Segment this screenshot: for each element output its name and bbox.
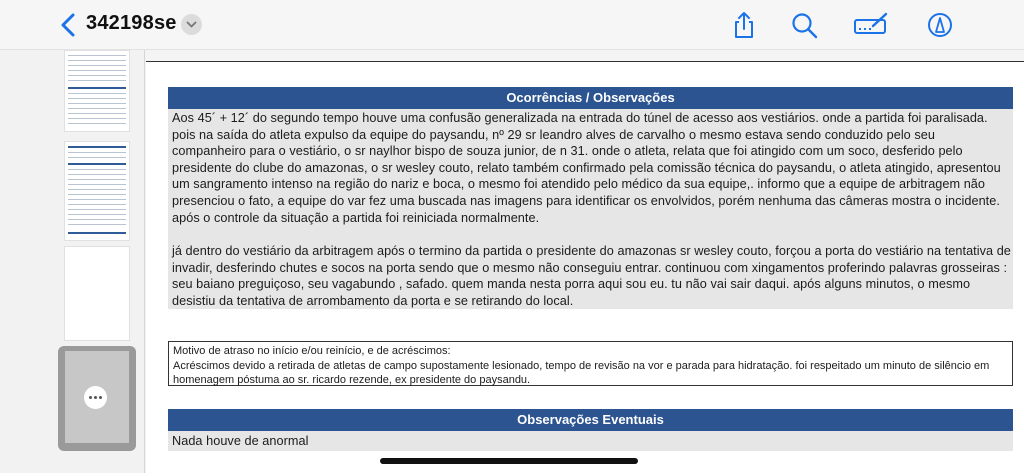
eventual-observations-box: [168, 431, 1013, 451]
markup-icon: [853, 10, 889, 40]
chevron-down-icon: [181, 14, 202, 35]
eventual-observations-heading: Observações Eventuais: [168, 409, 1013, 431]
home-indicator[interactable]: [380, 458, 638, 464]
delay-reason-text: Acréscimos devido a retirada de atletas de campo supostamente lesionado, tempo de revisão na vor e parada para hidratação. foi respeitado um minuto de silêncio em homenagem póstuma ao sr. ricardo rezende, ex presidente do paysandu.: [173, 359, 990, 386]
thumbnail-sidebar: [0, 50, 145, 473]
page-thumbnail[interactable]: [64, 50, 130, 132]
navigation-icon: [925, 10, 955, 40]
eventual-observations-text: Nada houve de anormal: [172, 434, 309, 448]
document-page: [146, 61, 1024, 473]
occurrences-paragraph-2: já dentro do vestiário da arbitragem após o termino da partida o presidente do amazonas sr wesley couto, forçou a porta do vestiário na tentativa de invadir, desferindo chutes e socos na porta sendo que o mesmo não conseguiu entrar. continuou com xingamentos proferindo palavras grosseiras : seu baiano preguiçoso, seu vagabundo , safado. quem manda nesta porra aqui sou eu. tu não vai sair daqui. após alguns minutos, o mesmo desistiu da tentativa de arrombamento da porta e se retirando do local.: [172, 244, 1011, 308]
page-thumbnail[interactable]: [64, 246, 130, 341]
share-button[interactable]: [729, 10, 759, 40]
occurrences-heading: Ocorrências / Observações: [168, 87, 1013, 109]
title-menu-button[interactable]: [181, 14, 202, 35]
markup-button[interactable]: [853, 10, 889, 40]
chevron-left-icon: [58, 12, 80, 38]
delay-reason-label: Motivo de atraso no início e/ou reinício, e de acréscimos:: [173, 345, 451, 357]
search-button[interactable]: [789, 10, 819, 40]
delay-reason-box: [168, 341, 1013, 386]
more-options-button[interactable]: [84, 386, 107, 409]
navigation-button[interactable]: [925, 10, 955, 40]
page-thumbnail[interactable]: [64, 141, 130, 241]
document-title[interactable]: 342198se: [86, 12, 177, 34]
occurrences-paragraph-1: Aos 45´ + 12´ do segundo tempo houve uma confusão generalizada na entrada do túnel de acesso aos vestiários. onde a partida foi paralisada. pois na saída do atleta expulso da equipe do paysandu, nº 29 sr leandro alves de carvalho o mesmo estava sendo conduzido pelo seu companheiro para o vestiário, o sr naylhor bispo de souza junior, de n 31. onde o atleta, relata que foi atingido com um soco, desferido pelo presidente do clube do amazonas, o sr wesley couto, relato também confirmado pela comissão técnica do paysandu, o atleta atingido, apresentou um sangramento intenso na região do nariz e boca, o mesmo foi atendido pelo médico da sua equipe,. informo que a equipe de arbitragem não presenciou o fato, a equipe do var fez uma buscada nas imagens para identificar os envolvidos, porém nenhuma das câmeras mostra o incidente. após o controle da situação a partida foi reiniciada normalmente.: [172, 111, 1001, 225]
page-thumbnail-selected[interactable]: [58, 346, 136, 451]
occurrences-box: [168, 109, 1013, 309]
share-icon: [729, 10, 759, 40]
back-button[interactable]: [58, 12, 80, 38]
search-icon: [789, 10, 819, 40]
navigation-bar: [0, 0, 1024, 50]
